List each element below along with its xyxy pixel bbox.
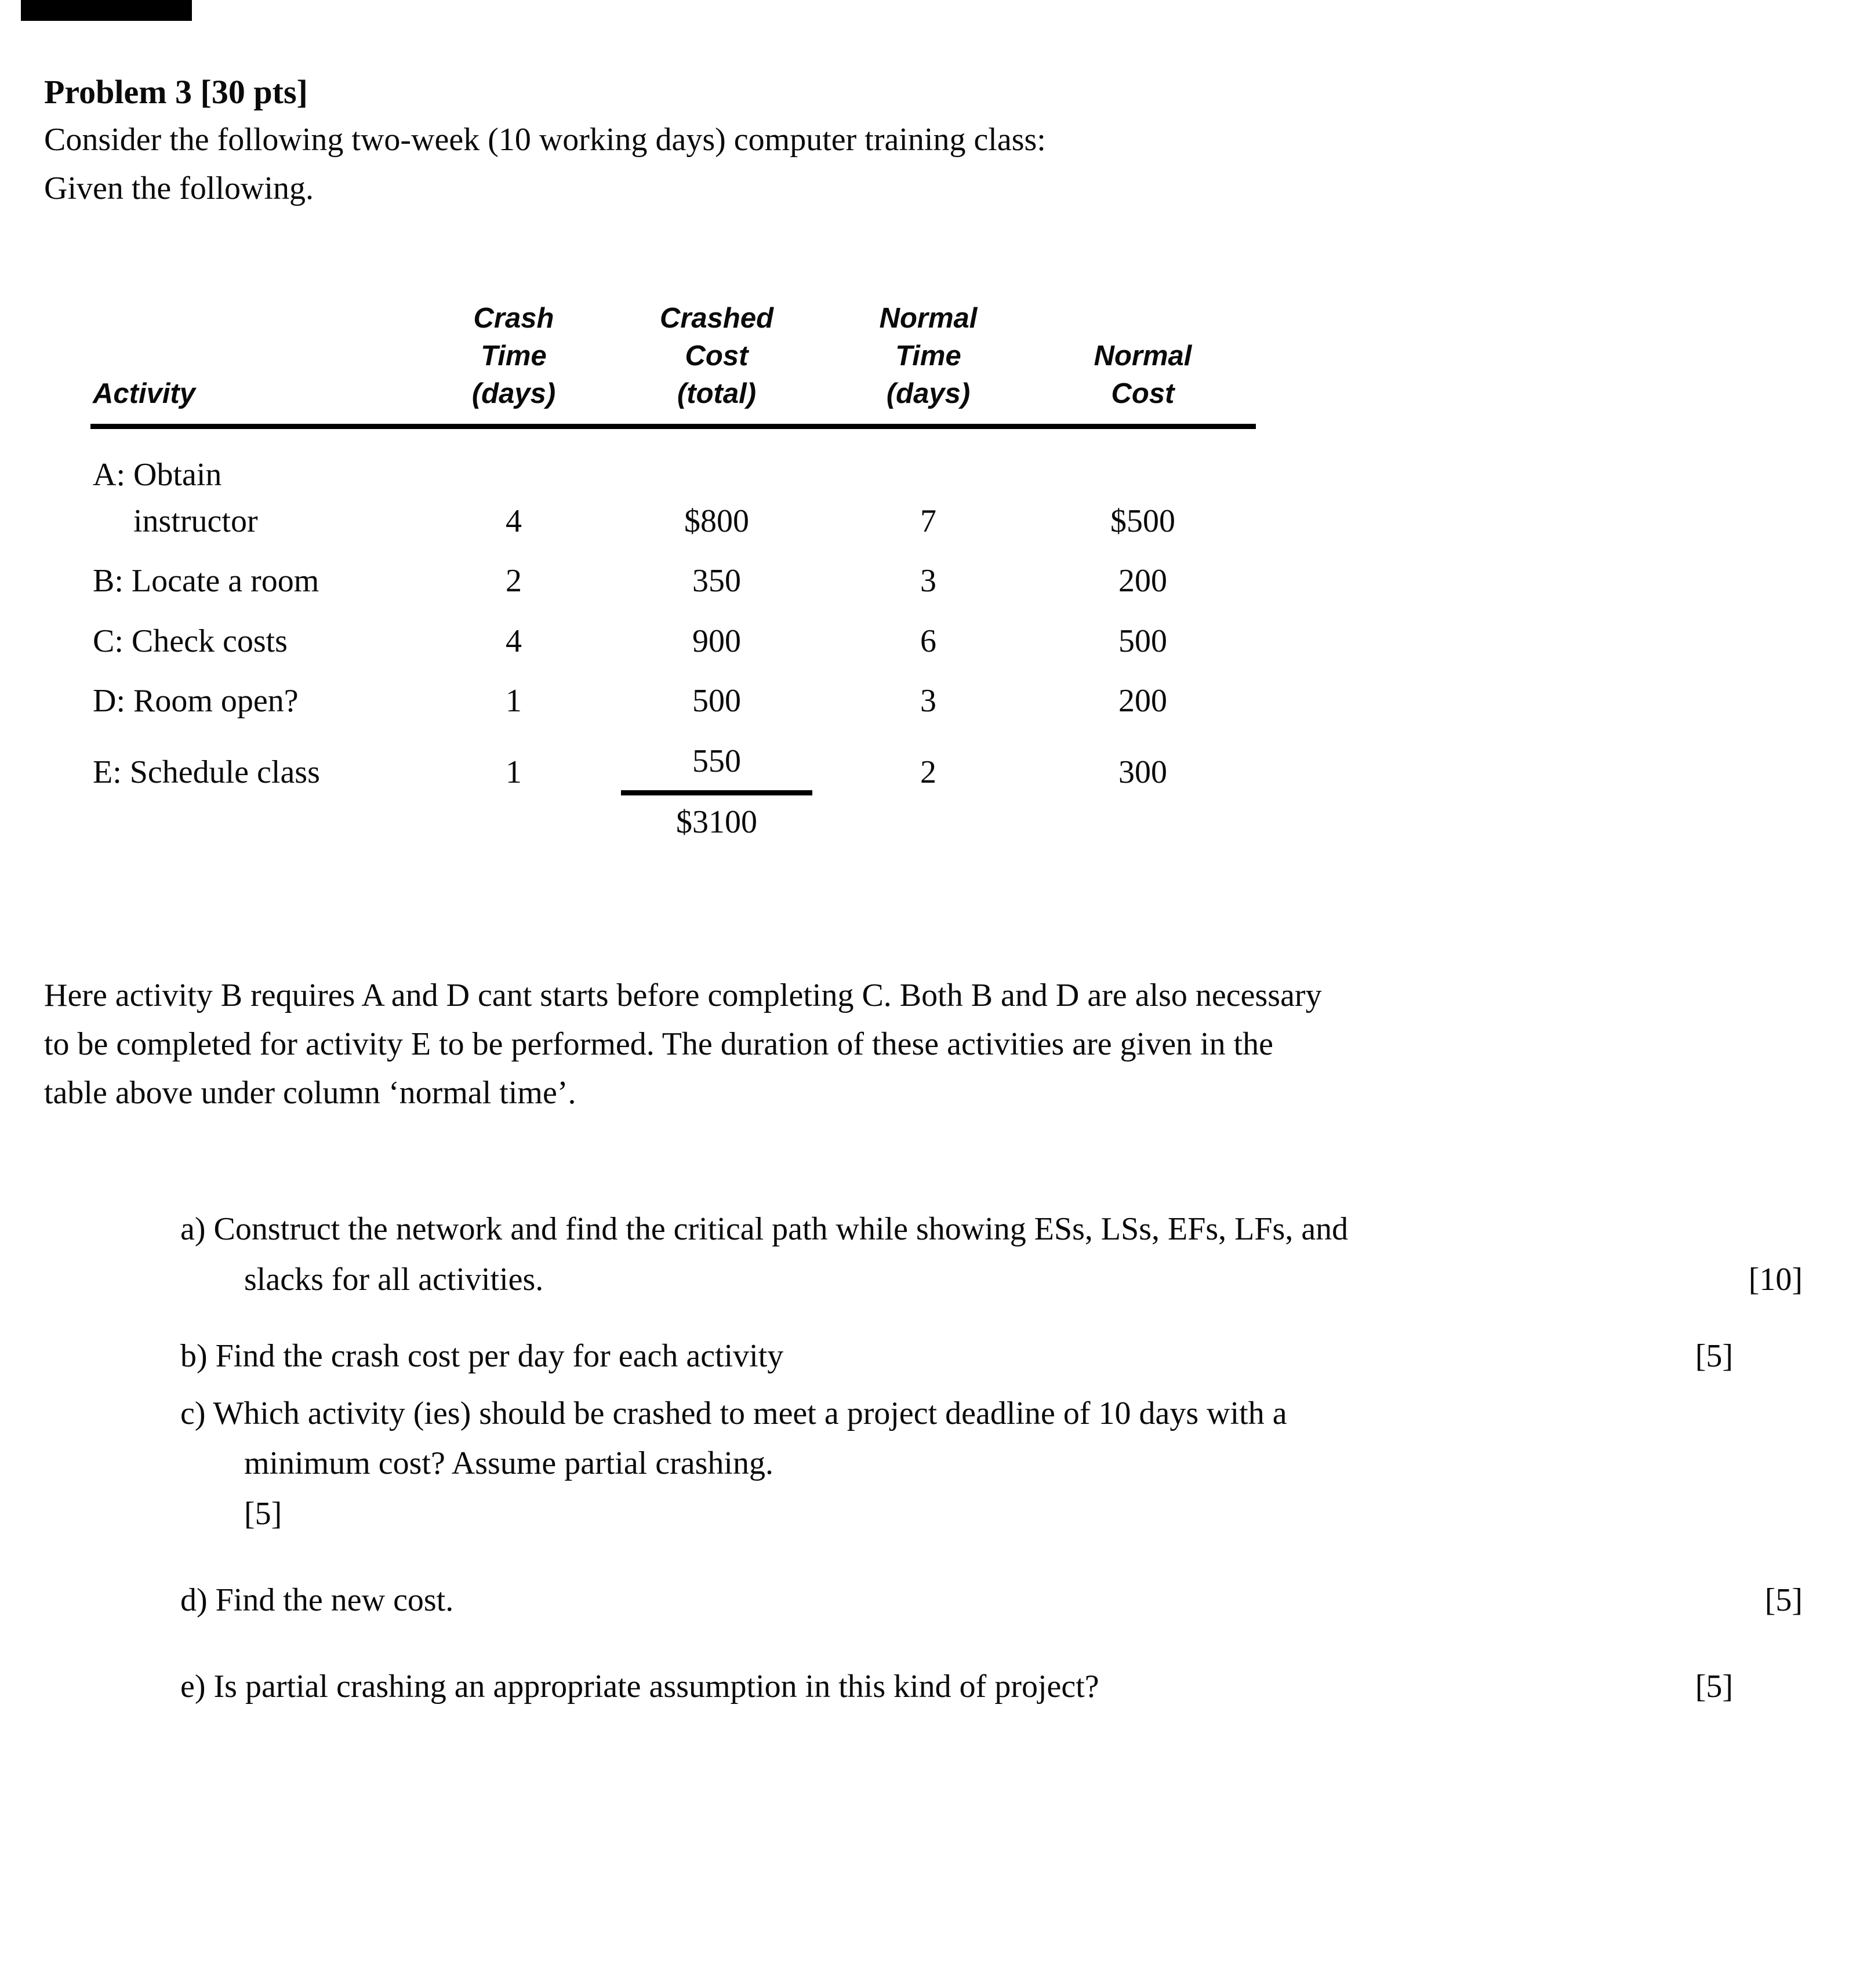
cell-activity-c: C: Check costs bbox=[93, 623, 288, 659]
cell-normal-cost-e: 300 bbox=[1118, 754, 1167, 790]
crash-cost-table bbox=[90, 300, 1256, 841]
question-a bbox=[44, 1204, 1803, 1305]
cell-activity-a bbox=[90, 429, 421, 544]
paragraph-line-1: Here activity B requires A and D cant starts before completing C. Both B and D are also necessary bbox=[44, 977, 1322, 1014]
question-a-line-2 bbox=[44, 1255, 1803, 1305]
question-b-line-1 bbox=[44, 1331, 1803, 1382]
header-line: Cost bbox=[685, 340, 749, 372]
question-c-line-1 bbox=[44, 1389, 1803, 1439]
question-text: slacks for all activities. bbox=[244, 1262, 544, 1298]
cell-activity-d: D: Room open? bbox=[93, 683, 299, 719]
description-paragraph bbox=[44, 971, 1803, 1117]
question-c-line-2 bbox=[44, 1438, 1803, 1489]
question-list bbox=[44, 1204, 1803, 1711]
col-header-activity bbox=[90, 375, 421, 413]
paragraph-line-2: to be completed for activity E to be performed. The duration of these activities are given in the bbox=[44, 1026, 1274, 1063]
question-b bbox=[44, 1331, 1803, 1382]
cell-normal-cost-d: 200 bbox=[1118, 683, 1167, 719]
points-badge: [5] bbox=[244, 1496, 282, 1532]
question-e-line-1 bbox=[44, 1662, 1803, 1712]
intro-line-1: Consider the following two-week (10 working days) computer training class: bbox=[44, 122, 1046, 158]
col-header-activity-label: Activity bbox=[93, 377, 196, 409]
header-line: (total) bbox=[677, 377, 757, 409]
cell-normal-cost-a: $500 bbox=[1110, 503, 1175, 539]
cell-crash-time-d: 1 bbox=[506, 683, 522, 719]
question-text: Find the crash cost per day for each activity bbox=[215, 1338, 784, 1374]
col-header-crashed-cost bbox=[606, 300, 827, 412]
cell-normal-time-b: 3 bbox=[920, 563, 936, 599]
sum-underline: 550 bbox=[621, 739, 812, 796]
scan-artifact-bar bbox=[21, 0, 192, 21]
cell-normal-time-d: 3 bbox=[920, 683, 936, 719]
activity-name-line2: instructor bbox=[133, 503, 258, 539]
col-header-normal-cost bbox=[1030, 337, 1256, 412]
question-d bbox=[44, 1575, 1803, 1626]
question-c-points-line bbox=[44, 1489, 1803, 1539]
cell-normal-time-e: 2 bbox=[920, 754, 936, 790]
question-label: a) bbox=[180, 1211, 206, 1248]
cell-normal-time-c: 6 bbox=[920, 623, 936, 659]
activity-name: A: Obtain bbox=[93, 457, 222, 493]
header-line: Time bbox=[481, 340, 547, 372]
points-badge: [5] bbox=[1764, 1582, 1803, 1619]
question-text: Which activity (ies) should be crashed to meet a project deadline of 10 days with a bbox=[213, 1395, 1287, 1431]
question-label: c) bbox=[180, 1395, 206, 1431]
question-text: Construct the network and find the critical path while showing ESs, LSs, EFs, LFs, and bbox=[213, 1211, 1349, 1248]
question-text: Is partial crashing an appropriate assumption in this kind of project? bbox=[213, 1668, 1099, 1704]
header-line: Cost bbox=[1111, 377, 1175, 409]
question-d-line-1 bbox=[44, 1575, 1803, 1626]
table-header-rule bbox=[90, 424, 1256, 429]
cell-activity-b: B: Locate a room bbox=[93, 563, 319, 599]
cell-crashed-cost-e bbox=[606, 725, 827, 796]
cell-normal-cost-b: 200 bbox=[1118, 563, 1167, 599]
cell-crashed-cost-b: 350 bbox=[692, 563, 741, 599]
header-line: Normal bbox=[879, 303, 978, 335]
cell-crash-time-e: 1 bbox=[506, 754, 522, 790]
question-a-line-1 bbox=[44, 1204, 1803, 1255]
col-header-normal-time bbox=[827, 300, 1030, 412]
header-line: Crashed bbox=[659, 303, 774, 335]
question-label: d) bbox=[180, 1582, 208, 1619]
cell-crashed-cost-a: $800 bbox=[684, 503, 749, 539]
question-label: b) bbox=[180, 1338, 208, 1374]
cell-normal-cost-c: 500 bbox=[1118, 623, 1167, 659]
question-e bbox=[44, 1662, 1803, 1712]
question-text: Find the new cost. bbox=[215, 1582, 454, 1619]
cell-crash-time-a: 4 bbox=[506, 503, 522, 539]
cell-crash-time-b: 2 bbox=[506, 563, 522, 599]
cell-activity-e: E: Schedule class bbox=[93, 754, 320, 790]
paragraph-line-3: table above under column ‘normal time’. bbox=[44, 1075, 576, 1111]
points-badge: [5] bbox=[1695, 1668, 1733, 1704]
col-header-crash-time bbox=[421, 300, 606, 412]
points-badge: [10] bbox=[1748, 1262, 1803, 1298]
question-label: e) bbox=[180, 1668, 206, 1704]
cell-crashed-cost-c: 900 bbox=[692, 623, 741, 659]
header-line: Normal bbox=[1094, 340, 1192, 372]
problem-title: Problem 3 [30 pts] bbox=[44, 73, 308, 111]
cell-crashed-cost-d: 500 bbox=[692, 683, 741, 719]
header-line: Crash bbox=[473, 303, 554, 335]
question-c bbox=[44, 1389, 1803, 1539]
points-badge: [5] bbox=[1695, 1338, 1733, 1374]
question-text: minimum cost? Assume partial crashing. bbox=[244, 1445, 773, 1482]
cell-crash-time-c: 4 bbox=[506, 623, 522, 659]
crashed-cost-total: $3100 bbox=[676, 804, 757, 841]
header-line: (days) bbox=[471, 377, 556, 409]
intro-line-2: Given the following. bbox=[44, 170, 314, 207]
header-line: Time bbox=[895, 340, 961, 372]
cell-normal-time-a: 7 bbox=[920, 503, 936, 539]
header-line: (days) bbox=[886, 377, 971, 409]
